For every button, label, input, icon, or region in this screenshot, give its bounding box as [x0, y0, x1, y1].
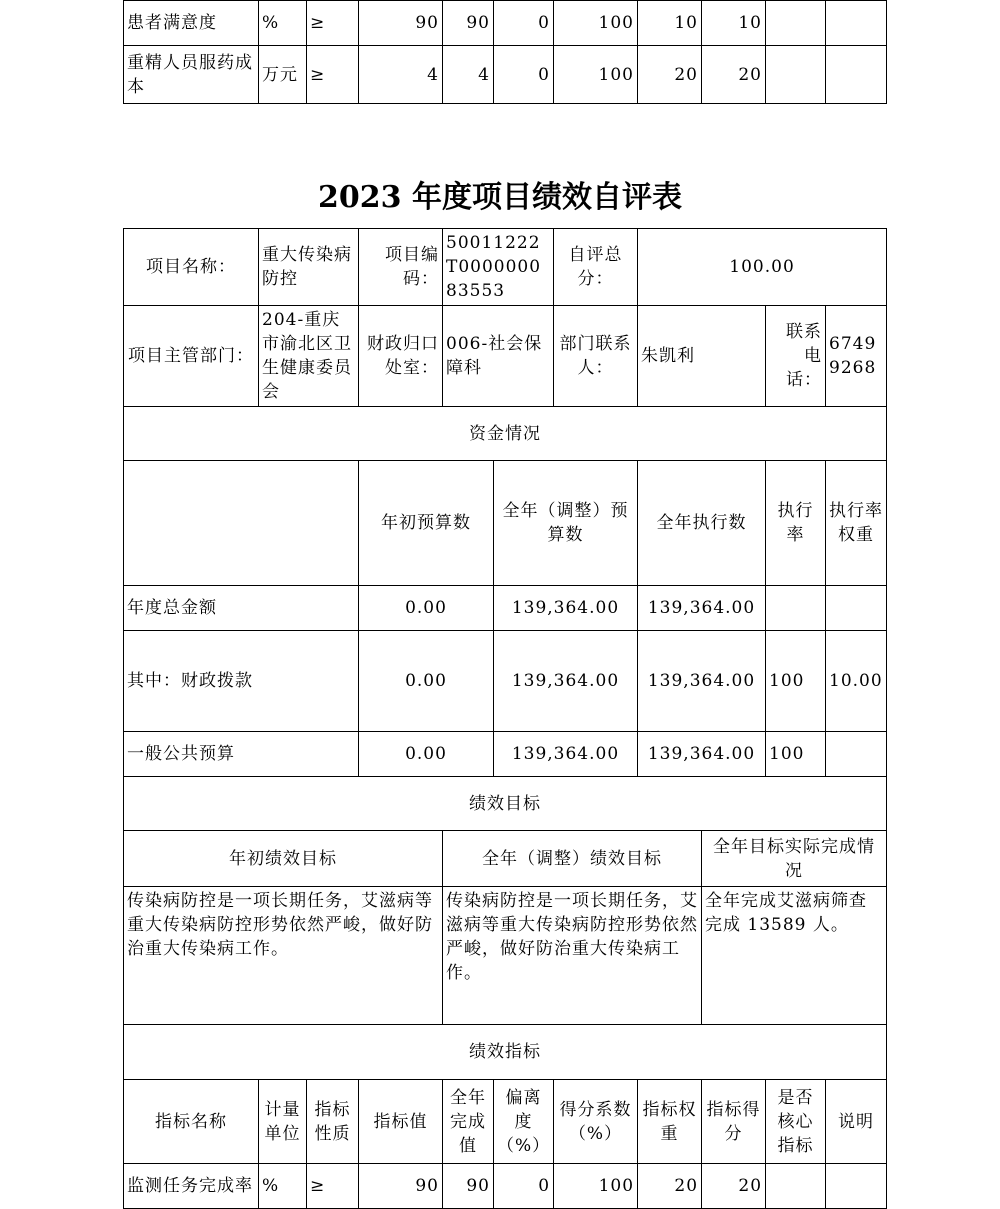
indicator-core — [766, 46, 826, 104]
funds-adjusted: 139,364.00 — [494, 586, 638, 631]
indicator-coef: 100 — [554, 1164, 638, 1209]
funds-adjusted: 139,364.00 — [494, 732, 638, 777]
prev-indicator-table — [123, 0, 887, 104]
dept-label: 项目主管部门： — [124, 306, 259, 407]
project-name: 重大传染病防控 — [259, 229, 359, 306]
indicator-weight: 20 — [638, 46, 702, 104]
funds-weight — [826, 732, 887, 777]
self-evaluation-table — [123, 228, 887, 1209]
phone: 67499268 — [826, 306, 887, 407]
goals-adjusted: 传染病防控是一项长期任务，艾滋病等重大传染病防控形势依然严峻，做好防治重大传染病工作。 — [443, 887, 702, 1025]
funds-header-initial: 年初预算数 — [359, 461, 494, 586]
indicator-weight: 10 — [638, 1, 702, 46]
table-row — [124, 306, 887, 407]
goals-header-initial: 年初绩效目标 — [124, 831, 443, 887]
funds-adjusted: 139,364.00 — [494, 631, 638, 732]
funds-header-blank — [124, 461, 359, 586]
table-row — [124, 831, 887, 887]
goals-header-actual: 全年目标实际完成情况 — [702, 831, 887, 887]
indicator-actual: 90 — [443, 1164, 494, 1209]
funds-executed: 139,364.00 — [638, 732, 766, 777]
ind-header-note: 说明 — [826, 1080, 887, 1164]
table-row — [124, 46, 887, 104]
finance-label: 财政归口处室： — [359, 306, 443, 407]
indicator-weight: 20 — [638, 1164, 702, 1209]
table-row — [124, 407, 887, 461]
funds-initial: 0.00 — [359, 732, 494, 777]
funds-initial: 0.00 — [359, 631, 494, 732]
indicator-target: 90 — [359, 1, 443, 46]
ind-header-coef: 得分系数（%） — [554, 1080, 638, 1164]
funds-rate: 100 — [766, 631, 826, 732]
ind-header-nature: 指标性质 — [307, 1080, 359, 1164]
table-row — [124, 1164, 887, 1209]
funds-rate: 100 — [766, 732, 826, 777]
project-name-label: 项目名称： — [124, 229, 259, 306]
funds-row-label: 年度总金额 — [124, 586, 359, 631]
goals-header-adjusted: 全年（调整）绩效目标 — [443, 831, 702, 887]
indicator-deviation: 0 — [494, 1164, 554, 1209]
indicator-unit: % — [259, 1164, 307, 1209]
indicator-name: 监测任务完成率 — [124, 1164, 259, 1209]
indicator-target: 90 — [359, 1164, 443, 1209]
ind-header-unit: 计量单位 — [259, 1080, 307, 1164]
funds-header-executed: 全年执行数 — [638, 461, 766, 586]
project-code-label: 项目编码： — [359, 229, 443, 306]
table-row — [124, 777, 887, 831]
ind-header-deviation: 偏离度（%） — [494, 1080, 554, 1164]
funds-row-label: 其中：财政拨款 — [124, 631, 359, 732]
indicator-unit: 万元 — [259, 46, 307, 104]
dept: 204-重庆市渝北区卫生健康委员会 — [259, 306, 359, 407]
total-score: 100.00 — [638, 229, 887, 306]
indicator-coef: 100 — [554, 46, 638, 104]
ind-header-name: 指标名称 — [124, 1080, 259, 1164]
funds-header-weight: 执行率权重 — [826, 461, 887, 586]
table-row — [124, 1025, 887, 1080]
indicator-actual: 90 — [443, 1, 494, 46]
finance-office: 006-社会保障科 — [443, 306, 554, 407]
indicator-note — [826, 1164, 887, 1209]
goals-initial: 传染病防控是一项长期任务，艾滋病等重大传染病防控形势依然严峻，做好防治重大传染病工作。 — [124, 887, 443, 1025]
funds-initial: 0.00 — [359, 586, 494, 631]
indicator-score: 20 — [702, 1164, 766, 1209]
indicator-core — [766, 1, 826, 46]
ind-header-weight: 指标权重 — [638, 1080, 702, 1164]
project-code: 50011222T000000083553 — [443, 229, 554, 306]
table-row — [124, 586, 887, 631]
funds-executed: 139,364.00 — [638, 631, 766, 732]
phone-label: 联系电话： — [766, 306, 826, 407]
indicator-unit: % — [259, 1, 307, 46]
indicator-core — [766, 1164, 826, 1209]
goals-section-title: 绩效目标 — [124, 777, 887, 831]
funds-header-adjusted: 全年（调整）预算数 — [494, 461, 638, 586]
ind-header-core: 是否核心指标 — [766, 1080, 826, 1164]
indicator-actual: 4 — [443, 46, 494, 104]
table-row — [124, 1080, 887, 1164]
contact-person: 朱凯利 — [638, 306, 766, 407]
funds-header-rate: 执行率 — [766, 461, 826, 586]
indicator-nature: ≥ — [307, 1164, 359, 1209]
table-row — [124, 229, 887, 306]
ind-header-target: 指标值 — [359, 1080, 443, 1164]
indicator-deviation: 0 — [494, 46, 554, 104]
ind-header-actual: 全年完成值 — [443, 1080, 494, 1164]
indicator-score: 10 — [702, 1, 766, 46]
funds-weight — [826, 586, 887, 631]
funds-section-title: 资金情况 — [124, 407, 887, 461]
funds-row-label: 一般公共预算 — [124, 732, 359, 777]
indicator-note — [826, 46, 887, 104]
funds-weight: 10.00 — [826, 631, 887, 732]
indicator-coef: 100 — [554, 1, 638, 46]
indicator-note — [826, 1, 887, 46]
indicator-score: 20 — [702, 46, 766, 104]
indicator-nature: ≥ — [307, 1, 359, 46]
indicators-section-title: 绩效指标 — [124, 1025, 887, 1080]
indicator-name: 患者满意度 — [124, 1, 259, 46]
score-label: 自评总分： — [554, 229, 638, 306]
table-row — [124, 1, 887, 46]
table-row — [124, 461, 887, 586]
table-row — [124, 887, 887, 1025]
goals-actual: 全年完成艾滋病筛查完成 13589 人。 — [702, 887, 887, 1025]
table-row — [124, 631, 887, 732]
ind-header-score: 指标得分 — [702, 1080, 766, 1164]
funds-rate — [766, 586, 826, 631]
indicator-deviation: 0 — [494, 1, 554, 46]
funds-executed: 139,364.00 — [638, 586, 766, 631]
indicator-name: 重精人员服药成本 — [124, 46, 259, 104]
table-row — [124, 732, 887, 777]
page-title: 2023 年度项目绩效自评表 — [318, 180, 682, 215]
indicator-target: 4 — [359, 46, 443, 104]
indicator-nature: ≥ — [307, 46, 359, 104]
contact-label: 部门联系人： — [554, 306, 638, 407]
